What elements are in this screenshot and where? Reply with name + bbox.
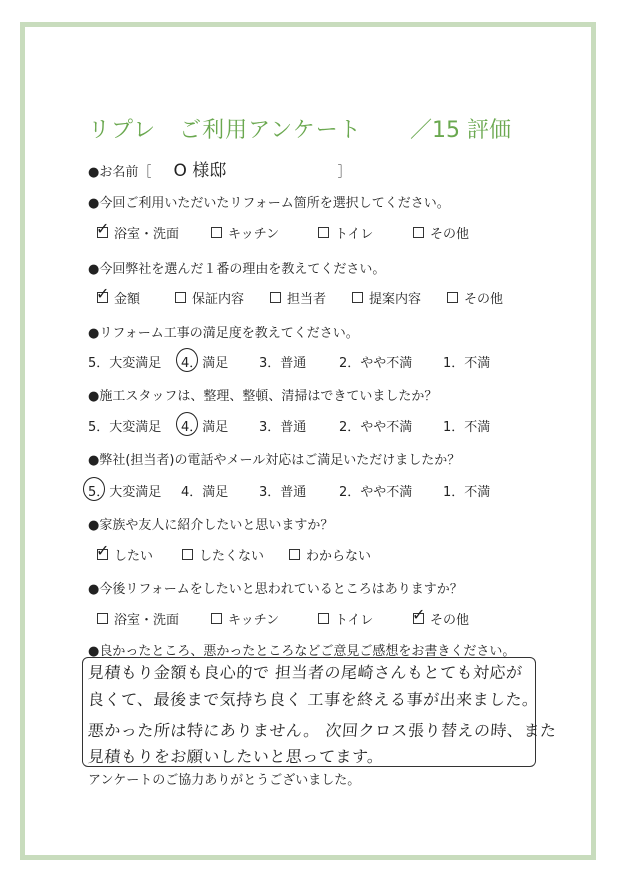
option-bath[interactable] — [96, 219, 211, 242]
question-future: ●今後リフォームをしたいと思われているところはありますか？ — [88, 582, 463, 597]
handwritten-line-1: 見積もり金額も良心的で 担当者の尾崎さんもとても対応が — [87, 663, 524, 682]
check-mark-icon: ✓ — [412, 605, 426, 624]
option-warranty[interactable] — [175, 288, 270, 307]
handwritten-line-4: 見積もりをお願いしたいと思ってます。 — [87, 747, 385, 766]
scale-label: 4．満足 — [181, 420, 229, 435]
scale-3[interactable]: 3．普通 — [259, 356, 307, 371]
selected-circle — [176, 348, 198, 372]
checkbox[interactable] — [270, 292, 281, 303]
form-title: リプレ ご利用アンケート — [88, 118, 362, 143]
option-bath[interactable] — [97, 609, 211, 628]
checkbox[interactable] — [447, 292, 458, 303]
scale-satisfaction — [88, 352, 490, 371]
option-label: トイレ — [335, 227, 374, 242]
option-label: 保証内容 — [192, 292, 245, 307]
selected-circle — [83, 477, 105, 501]
option-label: 担当者 — [287, 292, 327, 307]
option-unsure[interactable] — [289, 545, 371, 564]
scale-4[interactable] — [181, 416, 259, 435]
scale-4[interactable]: 4．満足 — [181, 485, 229, 500]
question-cleanliness: ●施工スタッフは、整理、整頓、清掃はできていましたか？ — [88, 389, 438, 404]
question-comments: ●良かったところ、悪かったところなどご意見ご感想をお書きください。 — [88, 644, 516, 659]
option-kitchen[interactable] — [211, 609, 318, 628]
evaluation-label: ／15 評価 — [410, 118, 511, 143]
options-location — [96, 219, 470, 242]
question-satisfaction: ●リフォーム工事の満足度を教えてください。 — [88, 326, 359, 341]
check-mark-icon: ✓ — [96, 541, 110, 560]
scale-label: 4．満足 — [181, 356, 229, 371]
name-label: ●お名前［ — [88, 165, 152, 180]
scale-1[interactable]: 1．不満 — [443, 420, 491, 435]
checkbox[interactable] — [175, 292, 186, 303]
option-price[interactable] — [96, 284, 175, 307]
checkbox[interactable] — [289, 549, 300, 560]
question-recommend: ●家族や友人に紹介したいと思いますか？ — [88, 518, 334, 533]
option-other[interactable] — [412, 605, 470, 628]
option-label: 提案内容 — [369, 292, 422, 307]
scale-3[interactable]: 3．普通 — [259, 485, 307, 500]
option-label: 浴室・洗面 — [114, 227, 180, 242]
option-yes[interactable] — [96, 541, 182, 564]
option-other[interactable] — [447, 288, 503, 307]
scale-1[interactable]: 1．不満 — [443, 356, 491, 371]
options-recommend — [96, 541, 372, 564]
checkbox[interactable] — [97, 613, 108, 624]
checkbox[interactable] — [318, 227, 329, 238]
option-label: その他 — [464, 292, 504, 307]
scale-2[interactable]: 2．やや不満 — [339, 420, 413, 435]
checkbox[interactable] — [412, 605, 426, 624]
checkbox[interactable] — [318, 613, 329, 624]
scale-1[interactable]: 1．不満 — [443, 485, 491, 500]
check-mark-icon: ✓ — [96, 219, 110, 238]
selected-circle — [176, 412, 198, 436]
option-toilet[interactable] — [318, 609, 413, 628]
scale-5[interactable]: 5．大変満足 — [88, 356, 162, 371]
scale-label: 5．大変満足 — [88, 485, 162, 500]
check-mark-icon: ✓ — [96, 284, 110, 303]
handwritten-line-2: 良くて、最後まで気持ち良く 工事を終える事が出来ました。 — [87, 690, 540, 709]
options-reason — [96, 284, 504, 307]
option-label: 浴室・洗面 — [114, 613, 180, 628]
option-no[interactable] — [182, 545, 289, 564]
option-label: その他 — [430, 227, 470, 242]
question-location: ●今回ご利用いただいたリフォーム箇所を選択してください。 — [88, 196, 450, 211]
option-staff[interactable] — [270, 288, 352, 307]
scale-3[interactable]: 3．普通 — [259, 420, 307, 435]
checkbox[interactable] — [413, 227, 424, 238]
name-value[interactable]: O 様邸 — [173, 161, 227, 181]
option-kitchen[interactable] — [211, 223, 318, 242]
option-other[interactable] — [413, 223, 469, 242]
option-label: したい — [114, 549, 154, 564]
checkbox[interactable] — [96, 284, 110, 303]
closing-message: アンケートのご協力ありがとうございました。 — [88, 773, 361, 788]
scale-4[interactable] — [181, 352, 259, 371]
scale-communication — [88, 481, 490, 500]
name-row — [88, 156, 351, 181]
handwritten-line-3: 悪かった所は特にありません。 次回クロス張り替えの時、また — [87, 721, 558, 740]
checkbox[interactable] — [211, 227, 222, 238]
question-reason: ●今回弊社を選んだ１番の理由を教えてください。 — [88, 262, 386, 277]
name-close-bracket: ］ — [337, 165, 351, 180]
checkbox[interactable] — [96, 541, 110, 560]
option-label: トイレ — [335, 613, 374, 628]
option-proposal[interactable] — [352, 288, 447, 307]
scale-2[interactable]: 2．やや不満 — [339, 356, 413, 371]
option-label: その他 — [430, 613, 470, 628]
option-toilet[interactable] — [318, 223, 413, 242]
option-label: キッチン — [228, 613, 280, 628]
checkbox[interactable] — [211, 613, 222, 624]
question-communication: ●弊社(担当者)の電話やメール対応はご満足いただけましたか？ — [88, 453, 461, 468]
scale-5[interactable] — [88, 481, 181, 500]
scale-5[interactable]: 5．大変満足 — [88, 420, 162, 435]
scale-2[interactable]: 2．やや不満 — [339, 485, 413, 500]
checkbox[interactable] — [96, 219, 110, 238]
checkbox[interactable] — [182, 549, 193, 560]
options-future — [97, 605, 470, 628]
option-label: 金額 — [114, 292, 141, 307]
option-label: キッチン — [228, 227, 280, 242]
option-label: わからない — [306, 549, 372, 564]
checkbox[interactable] — [352, 292, 363, 303]
option-label: したくない — [199, 549, 265, 564]
scale-cleanliness — [88, 416, 490, 435]
